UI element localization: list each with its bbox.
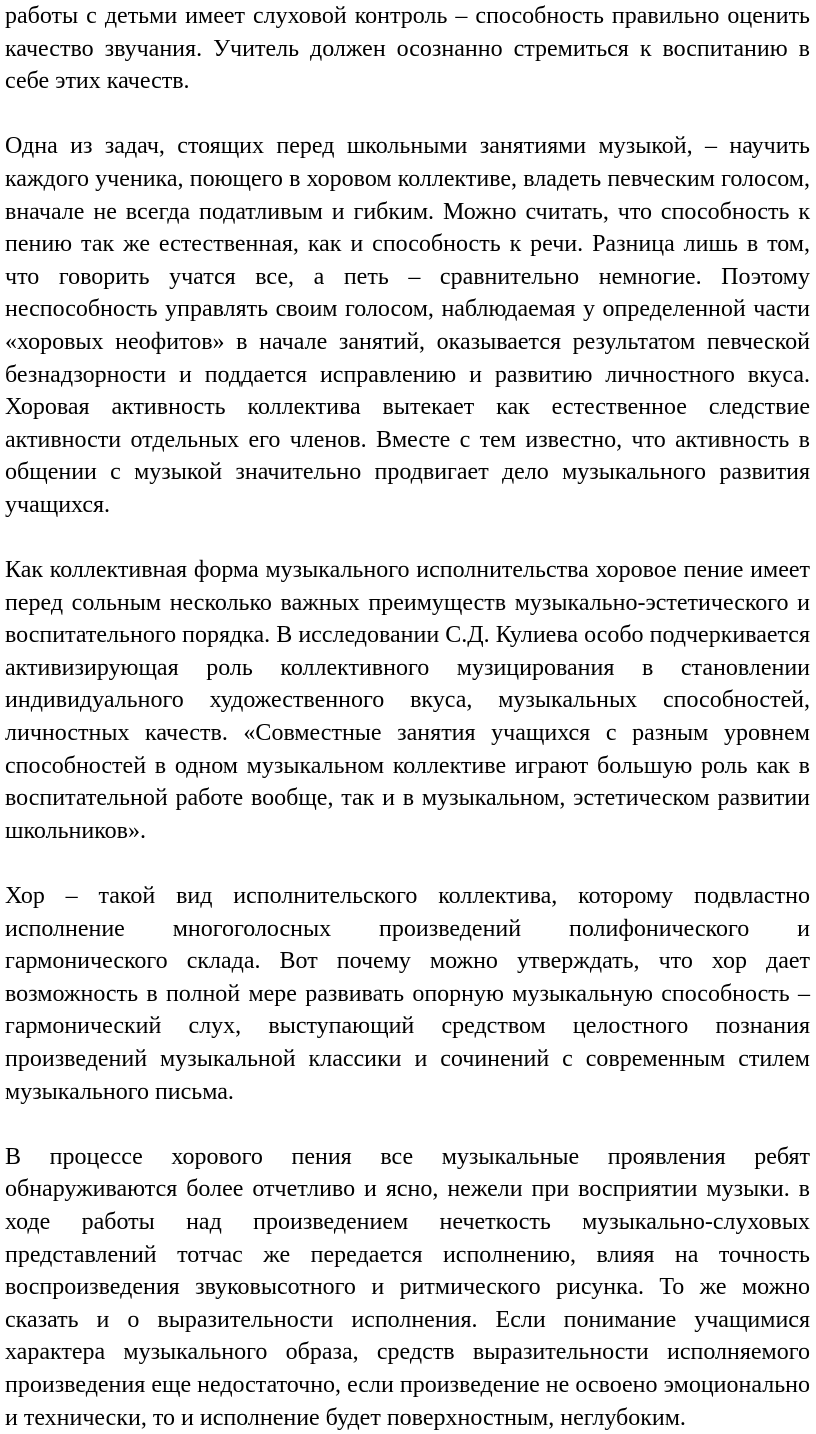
paragraph-2: Одна из задач, стоящих перед школьными занятиями музыкой, – научить каждого ученика, поющего в хоровом коллективе, владеть певческим голосом, вначале не всегда податливым и гибким. Можно считать, что способность к пению так же естественная, как и способность к речи. Разница лишь в том, что говорить учатся все, а петь – сравнительно немногие. Поэтому неспособность управлять своим голосом, наблюдаемая у определенной части «хоровых неофитов» в начале занятий, оказывается результатом певческой безнадзорности и поддается исправлению и развитию личностного вкуса. Хоровая активность коллектива вытекает как естественное следствие активности отдельных его членов. Вместе с тем известно, что активность в общении с музыкой значительно продвигает дело музыкального развития учащихся. (5, 133, 810, 518)
paragraph-5: В процессе хорового пения все музыкальные проявления ребят обнаруживаются более отчетливо и ясно, нежели при восприятии музыки. в ходе работы над произведением нечеткость музыкально-слуховых представлений тотчас же передается исполнению, влияя на точность воспроизведения звуковысотного и ритмического рисунка. То же можно сказать и о выразительности исполнения. Если понимание учащимися характера музыкального образа, средств выразительности исполняемого произведения еще недостаточно, если произведение не освоено эмоционально и технически, то и исполнение будет поверхностным, неглубоким. (5, 1143, 810, 1431)
paragraph-4: Хор – такой вид исполнительского коллектива, которому подвластно исполнение многоголосных произведений полифонического и гармонического склада. Вот почему можно утверждать, что хор дает возможность в полной мере развивать опорную музыкальную способность – гармонический слух, выступающий средством целостного познания произведений музыкальной классики и сочинений с современным стилем музыкального письма. (5, 883, 810, 1105)
paragraph-1: работы с детьми имеет слуховой контроль – способность правильно оценить качество звучания. Учитель должен осознанно стремиться к воспитанию в себе этих качеств. (5, 3, 810, 95)
paragraph-3: Как коллективная форма музыкального исполнительства хоровое пение имеет перед сольным несколько важных преимуществ музыкально-эстетического и воспитательного порядка. В исследовании С.Д. Кулиева особо подчеркивается активизирующая роль коллективного музицирования в становлении индивидуального художественного вкуса, музыкальных способностей, личностных качеств. «Совместные занятия учащихся с разным уровнем способностей в одном музыкальном коллективе играют большую роль как в воспитательной работе вообще, так и в музыкальном, эстетическом развитии школьников». (5, 557, 810, 844)
